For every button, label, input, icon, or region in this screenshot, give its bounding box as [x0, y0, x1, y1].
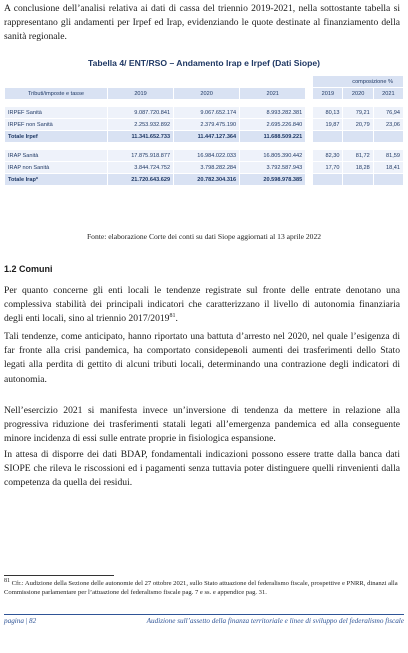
cell-comp: 79,21: [343, 107, 373, 119]
cell-value: 11.447.127.364: [174, 131, 240, 143]
footnote-divider: [4, 575, 114, 576]
section-heading: 1.2 Comuni: [4, 264, 53, 274]
cell-value: 16.805.390.442: [240, 150, 306, 162]
row-label: Totale Irap*: [5, 174, 108, 186]
page-label: pagina: [4, 617, 24, 625]
cell-value: 2.379.475.190: [174, 119, 240, 131]
cell-comp: 81,72: [343, 150, 373, 162]
cell-comp: 18,28: [343, 162, 373, 174]
year-header: 2019: [108, 88, 174, 100]
year-header: 2021: [240, 88, 306, 100]
cell-comp: 82,30: [313, 150, 343, 162]
comp-year-header: 2020: [343, 88, 373, 100]
cell-comp: 19,87: [313, 119, 343, 131]
cell-comp: 23,06: [373, 119, 403, 131]
cell-value: 3.792.587.943: [240, 162, 306, 174]
year-header: 2020: [174, 88, 240, 100]
row-label: Totale Irpef: [5, 131, 108, 143]
row-label: IRAP non Sanità: [5, 162, 108, 174]
cell-value: 17.875.918.877: [108, 150, 174, 162]
table-composition-header-row: [5, 76, 404, 88]
table-title: Tabella 4/ ENT/RSO – Andamento Irap e Irpef (Dati Siope): [87, 58, 321, 68]
cell-value: 20.782.304.316: [174, 174, 240, 186]
cell-value: 11.688.509.221: [240, 131, 306, 143]
page-number: 82: [29, 617, 37, 625]
running-title: Audizione sull’assetto della finanza territoriale e linee di sviluppo del federalismo fiscale: [146, 617, 404, 625]
footnote-text: Cfr.: Audizione della Sezione delle autonomie del 27 ottobre 2021, sullo Stato attuazione del federalismo fiscale, prospettive e PNRR, dinanzi alla Commissione parlamentare per l’attuazione del federalismo fiscale pag. 7 e ss. e appendice pag. 31.: [4, 580, 398, 596]
cell-value: 20.598.978.385: [240, 174, 306, 186]
cell-value: 2.695.226.840: [240, 119, 306, 131]
cell-value: 9.067.652.174: [174, 107, 240, 119]
footnote: [4, 579, 404, 597]
paragraph-end: .: [175, 313, 178, 325]
cell-comp: 81,59: [373, 150, 403, 162]
irap-irpef-table: [4, 75, 404, 186]
cell-comp: [313, 131, 343, 143]
cell-comp: [373, 174, 403, 186]
cell-comp: 18,41: [373, 162, 403, 174]
cell-comp: [343, 131, 373, 143]
footer-divider: [4, 614, 404, 615]
cell-comp: 17,70: [313, 162, 343, 174]
comp-year-header: 2021: [373, 88, 403, 100]
cell-value: 16.984.022.033: [174, 150, 240, 162]
body-paragraph: [4, 284, 400, 327]
cell-comp: 76,94: [373, 107, 403, 119]
table-row: [5, 150, 404, 162]
label-column-header: Tributi/imposte e tasse: [5, 88, 108, 100]
cell-comp: [373, 131, 403, 143]
row-label: IRAP Sanità: [5, 150, 108, 162]
table-source-note: Fonte: elaborazione Corte dei conti su dati Siope aggiornati al 13 aprile 2022: [86, 232, 322, 241]
table-total-row: [5, 174, 404, 186]
cell-value: 8.993.282.381: [240, 107, 306, 119]
table-row: [5, 119, 404, 131]
footnote-mark: 81: [4, 577, 10, 584]
cell-comp: 80,13: [313, 107, 343, 119]
table-total-row: [5, 131, 404, 143]
table-row: [5, 162, 404, 174]
cell-value: 2.253.932.892: [108, 119, 174, 131]
footer-separator: |: [25, 617, 28, 625]
table-row: [5, 107, 404, 119]
row-label: IRPEF non Sanità: [5, 119, 108, 131]
body-paragraph: In attesa di disporre dei dati BDAP, fondamentali indicazioni possono essere tratte dalla banca dati SIOPE che rileva le riscossioni ed i pagamenti senza tuttavia poter distinguere quelli rinvenienti dalla competenza da quella dei residui.: [4, 449, 400, 489]
body-paragraph: Nell’esercizio 2021 si manifesta invece un’inversione di tendenza da mettere in relazione alla progressiva riduzione dei trasferimenti statali legati all’emergenza pandemica ed alla conseguente minore incidenza di essi sulle entrate proprie in fisiologica espansione.: [4, 405, 400, 445]
comp-year-header: 2019: [313, 88, 343, 100]
cell-value: 3.844.724.752: [108, 162, 174, 174]
cell-value: 9.087.720.841: [108, 107, 174, 119]
table-header-row: [5, 88, 404, 100]
body-paragraph: Tali tendenze, come anticipato, hanno riportato una battuta d’arresto nel 2020, nel quale l’esigenza di far fronte alla crisi pandemica, ha comportato consideревoli aumenti dei trasferimenti dello Stato legati alla perdita di gettito di alcuni tributi locali, determinando una contrazione degli indicatori di autonomia.: [4, 331, 400, 385]
composition-header: composizione %: [313, 76, 404, 88]
cell-comp: [343, 174, 373, 186]
intro-paragraph: A conclusione dell’analisi relativa ai dati di cassa del triennio 2019-2021, nella sottostante tabella si rappresentano gli andamenti per Irpef ed Irap, evidenziando le quote destinate al finanziamento della sanità regionale.: [4, 3, 400, 43]
cell-value: 21.720.643.629: [108, 174, 174, 186]
page-number-block: [4, 617, 36, 625]
row-label: IRPEF Sanità: [5, 107, 108, 119]
footnote-reference[interactable]: 81: [169, 313, 176, 320]
cell-value: 11.341.652.733: [108, 131, 174, 143]
cell-comp: 20,79: [343, 119, 373, 131]
cell-value: 3.798.282.284: [174, 162, 240, 174]
cell-comp: [313, 174, 343, 186]
paragraph-text: Per quanto concerne gli enti locali le tendenze registrate sul fronte delle entrate denotano una complessiva stabilità dei principali indicatori che caratterizzano il livello di autonomia finanziaria degli enti locali, sino al triennio 2017/2019: [4, 285, 400, 325]
